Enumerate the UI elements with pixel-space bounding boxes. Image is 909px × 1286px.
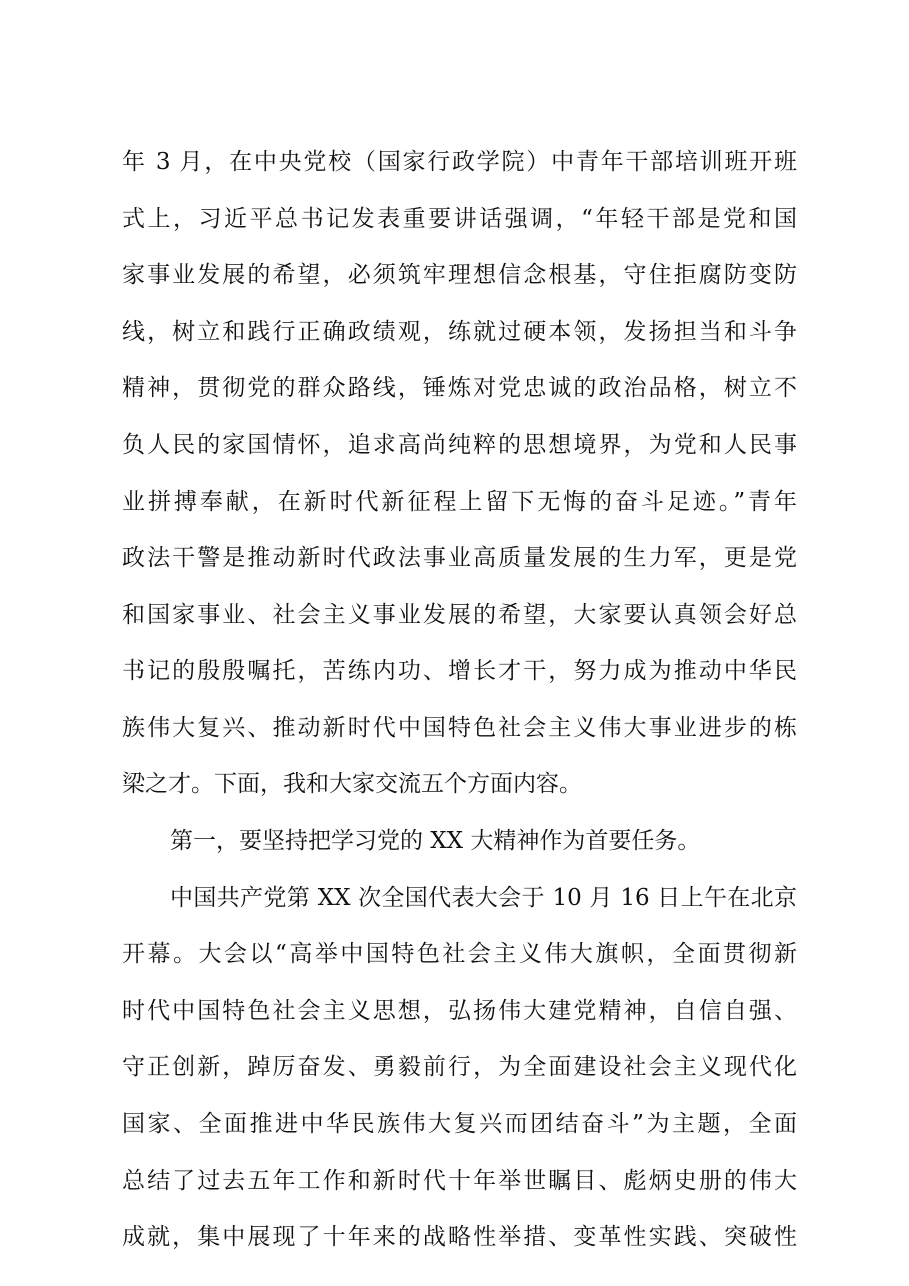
paragraph-line: 成就，集中展现了十年来的战略性举措、变革性实践、突破性 [122, 1224, 797, 1250]
paragraph-line: 族伟大复兴、推动新时代中国特色社会主义伟大事业进步的栋 [122, 715, 797, 741]
paragraph-line: 总结了过去五年工作和新时代十年举世瞩目、彪炳史册的伟大 [122, 1168, 797, 1194]
paragraph-line: 开幕。大会以“高举中国特色社会主义伟大旗帜，全面贯彻新 [122, 941, 797, 967]
paragraph-line: 书记的殷殷嘱托，苦练内功、增长才干，努力成为推动中华民 [122, 658, 797, 684]
paragraph-line: 式上，习近平总书记发表重要讲话强调，“年轻干部是党和国 [122, 206, 797, 232]
paragraph-line: 精神，贯彻党的群众路线，锤炼对党忠诚的政治品格，树立不 [122, 375, 797, 401]
paragraph-line: 政法干警是推动新时代政法事业高质量发展的生力军，更是党 [122, 545, 797, 571]
paragraph-line: 时代中国特色社会主义思想，弘扬伟大建党精神，自信自强、 [122, 998, 797, 1024]
paragraph-line: 年 3 月，在中央党校（国家行政学院）中青年干部培训班开班 [122, 149, 797, 175]
paragraph-line: 梁之才。下面，我和大家交流五个方面内容。 [122, 771, 582, 797]
paragraph-line: 和国家事业、社会主义事业发展的希望，大家要认真领会好总 [122, 602, 797, 628]
paragraph-line: 守正创新，踔厉奋发、勇毅前行，为全面建设社会主义现代化 [122, 1054, 797, 1080]
section-heading: 第一，要坚持把学习党的 XX 大精神作为首要任务。 [170, 828, 701, 854]
paragraph-line: 业拼搏奉献，在新时代新征程上留下无悔的奋斗足迹。”青年 [122, 489, 797, 515]
paragraph-line: 家事业发展的希望，必须筑牢理想信念根基，守住拒腐防变防 [122, 262, 797, 288]
paragraph-line: 国家、全面推进中华民族伟大复兴而团结奋斗”为主题，全面 [122, 1111, 797, 1137]
paragraph-line: 负人民的家国情怀，追求高尚纯粹的思想境界，为党和人民事 [122, 432, 797, 458]
paragraph-line: 线，树立和践行正确政绩观，练就过硬本领，发扬担当和斗争 [122, 319, 797, 345]
paragraph-line: 中国共产党第 XX 次全国代表大会于 10 月 16 日上午在北京 [170, 885, 797, 911]
